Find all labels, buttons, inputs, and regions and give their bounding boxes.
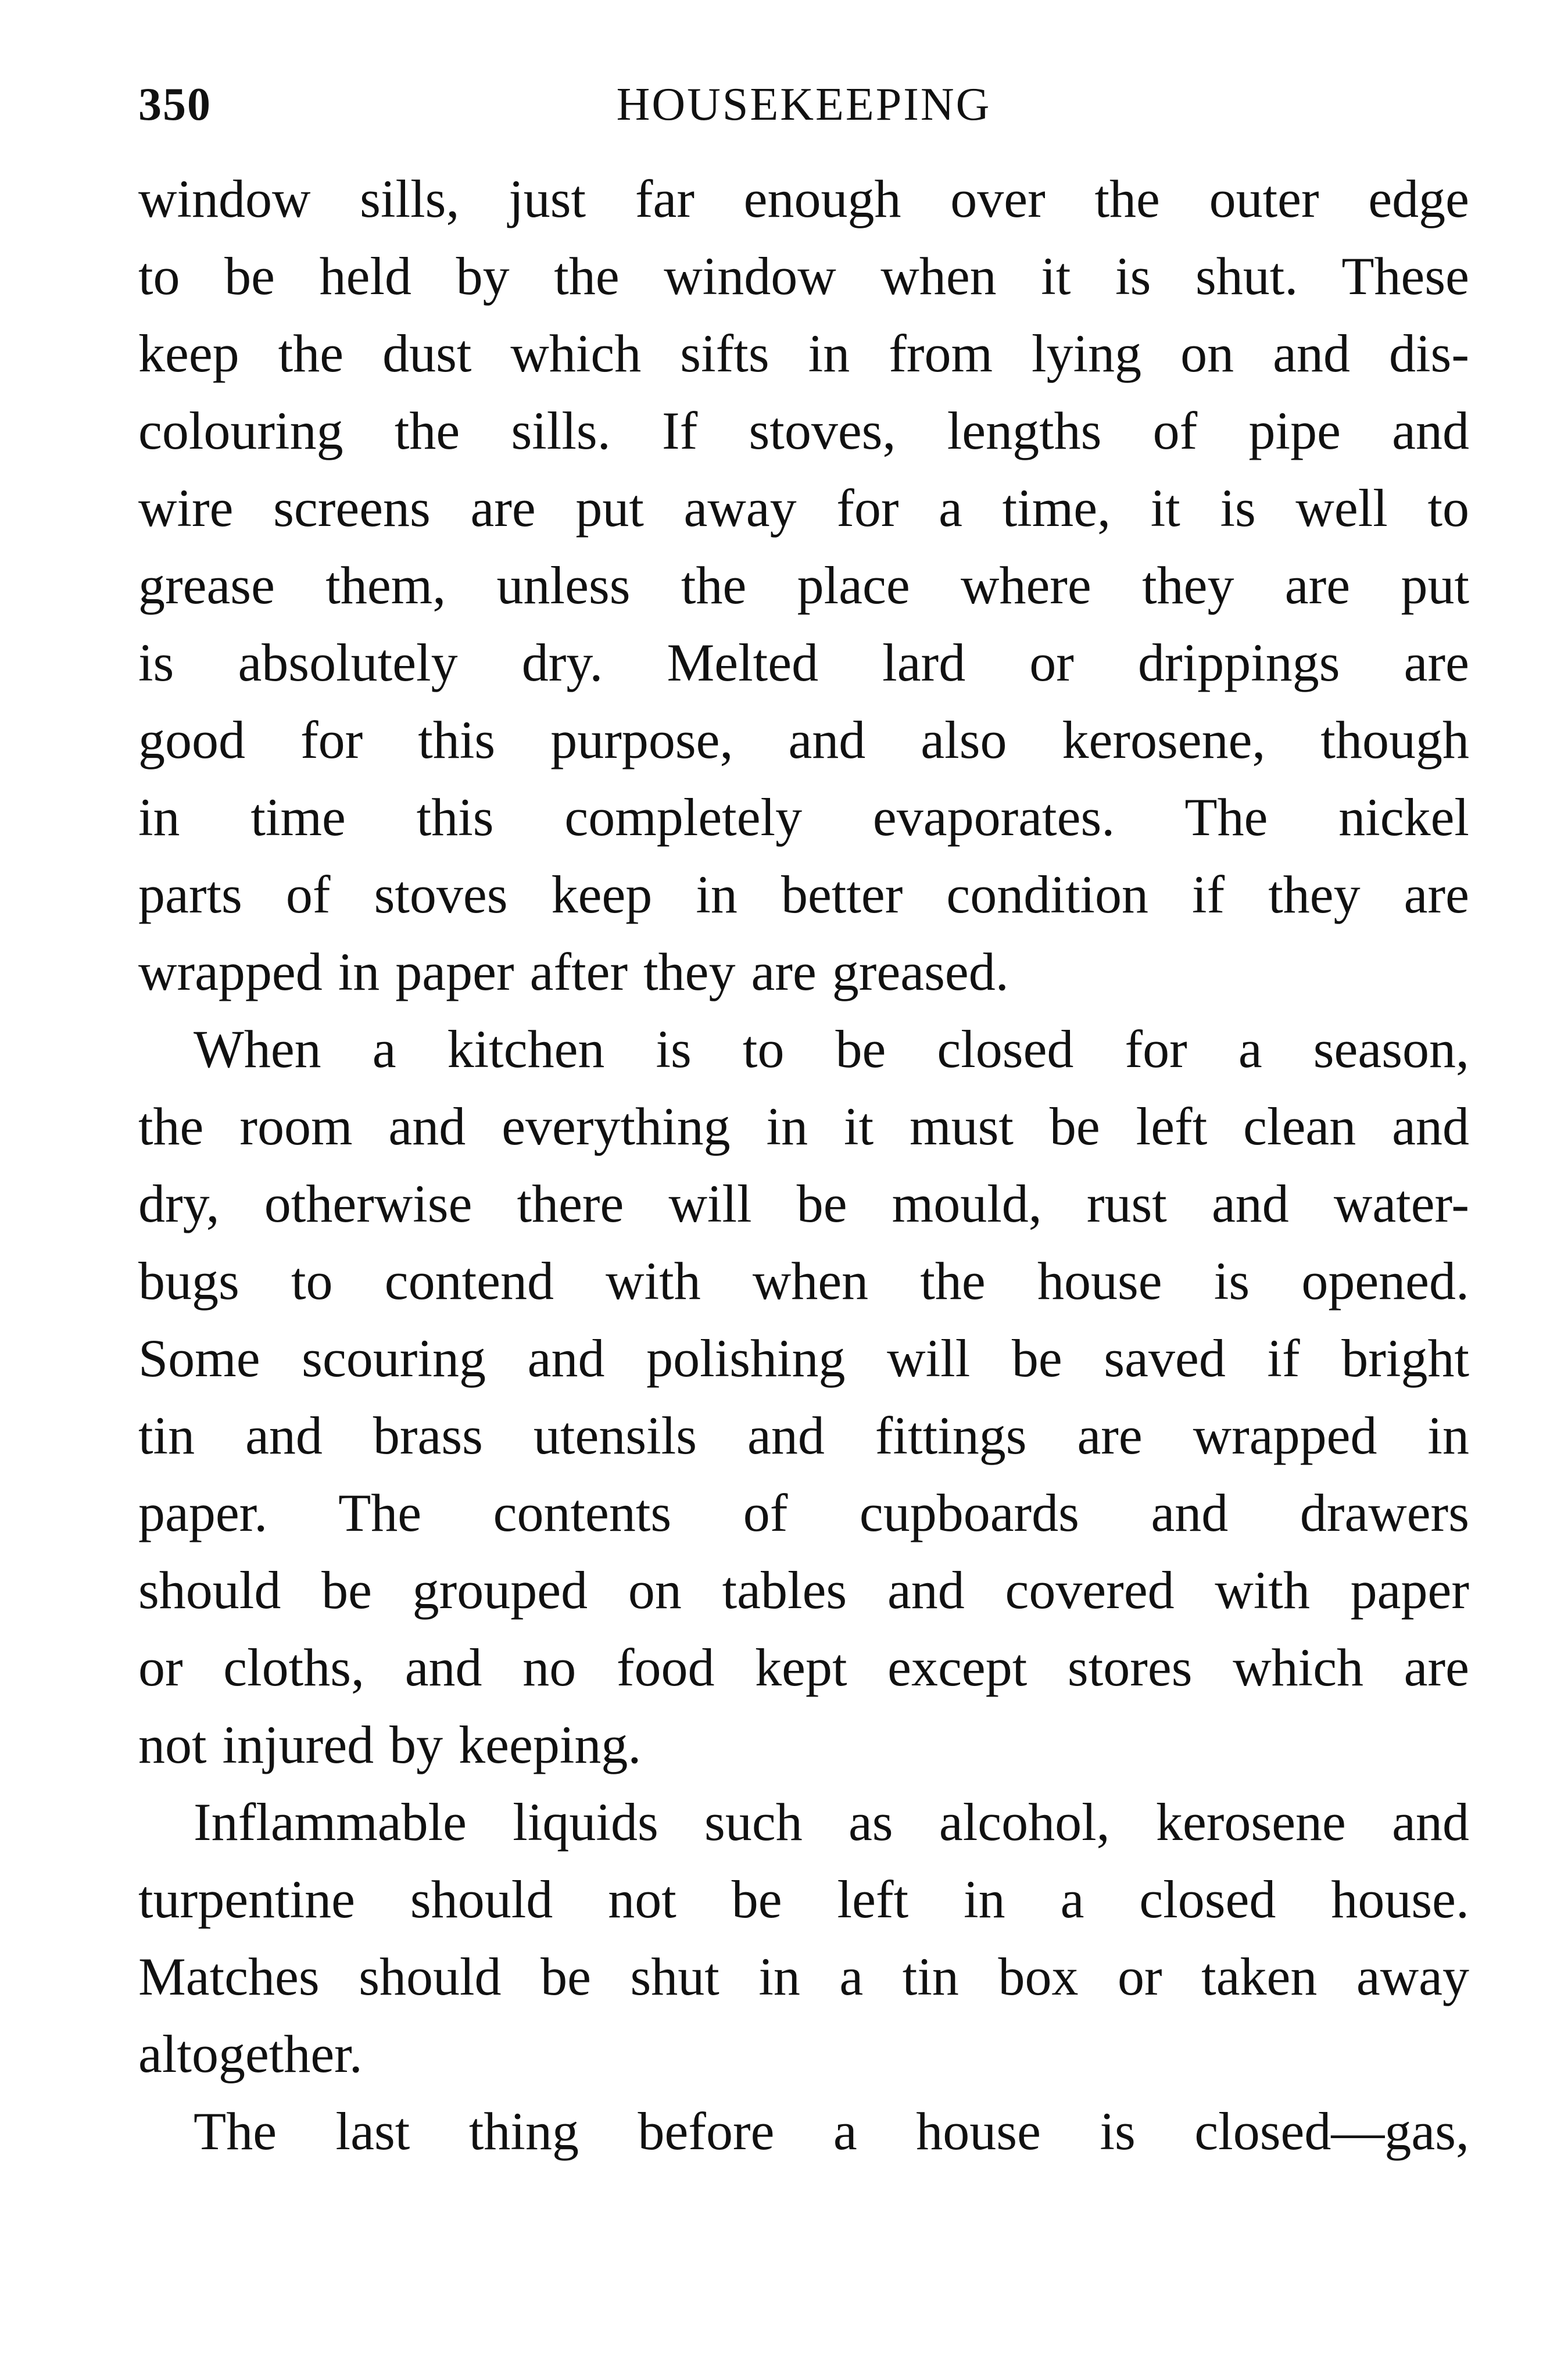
paragraph (138, 1011, 1469, 1784)
text-line: tin and brass utensils and fittings are wrapped in (138, 1406, 1469, 1465)
text-line: altogether. (138, 2024, 363, 2084)
page-header (138, 70, 1469, 139)
text-line: colouring the sills. If stoves, lengths of pipe and (138, 401, 1469, 460)
text-line: Some scouring and polishing will be saved if bright (138, 1329, 1469, 1388)
text-line: should be grouped on tables and covered with paper (138, 1560, 1469, 1620)
text-line: Inflammable liquids such as alcohol, kerosene and (194, 1792, 1469, 1852)
paragraph (138, 1784, 1469, 2093)
text-line: or cloths, and no food kept except stores which are (138, 1638, 1469, 1697)
body-text (138, 160, 1469, 2170)
text-line: the room and everything in it must be left clean and (138, 1097, 1469, 1156)
text-line: wire screens are put away for a time, it is well to (138, 478, 1469, 538)
text-line: good for this purpose, and also kerosene, though (138, 710, 1469, 769)
page-number: 350 (138, 79, 212, 130)
text-line: window sills, just far enough over the outer edge (138, 169, 1469, 228)
text-line: parts of stoves keep in better condition if they are (138, 865, 1469, 924)
text-line: bugs to contend with when the house is opened. (138, 1251, 1469, 1311)
text-line: dry, otherwise there will be mould, rust and water- (138, 1174, 1469, 1233)
text-line: paper. The contents of cupboards and drawers (138, 1483, 1469, 1542)
paragraph (138, 160, 1469, 1011)
text-line: turpentine should not be left in a closed house. (138, 1870, 1469, 1929)
running-head: HOUSEKEEPING (616, 79, 991, 130)
text-line: not injured by keeping. (138, 1715, 642, 1774)
text-line: Matches should be shut in a tin box or taken away (138, 1947, 1469, 2006)
text-line: to be held by the window when it is shut. These (138, 246, 1469, 306)
text-line: grease them, unless the place where they are put (138, 556, 1469, 615)
text-line: is absolutely dry. Melted lard or drippings are (138, 633, 1469, 692)
text-line: The last thing before a house is closed—gas, (194, 2102, 1469, 2161)
paragraph (138, 2093, 1469, 2170)
text-line: wrapped in paper after they are greased. (138, 942, 1009, 1001)
text-line: keep the dust which sifts in from lying on and dis- (138, 324, 1469, 383)
text-line: When a kitchen is to be closed for a season, (194, 1019, 1469, 1079)
text-line: in time this completely evaporates. The nickel (138, 787, 1469, 847)
